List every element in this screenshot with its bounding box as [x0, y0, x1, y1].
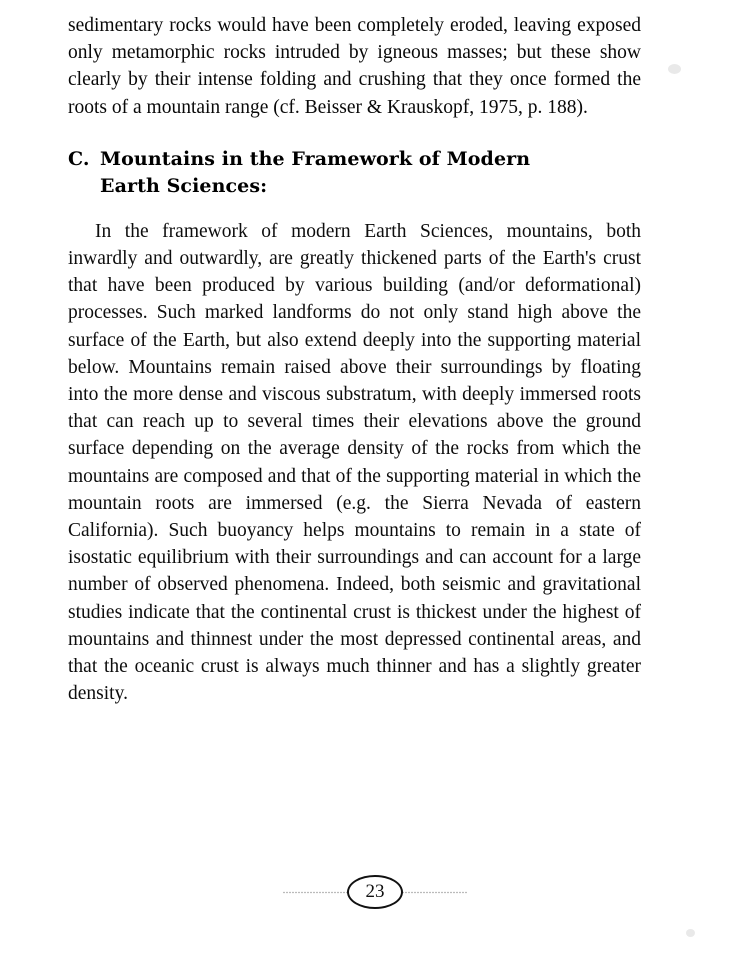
- section-heading-marker: C.: [68, 147, 90, 170]
- text-column: [68, 12, 641, 707]
- paragraph-opening: sedimentary rocks would have been completely eroded, leaving exposed only metamorphic rocks intruded by igneous masses; but these show clearly by their intense folding and crushing that they once formed the roots of a mountain range (cf. Beisser & Krauskopf, 1975, p. 188).: [68, 15, 641, 118]
- page-number-ornament: [235, 872, 515, 912]
- page-number: 23: [365, 881, 385, 902]
- spacer: [68, 200, 641, 218]
- page-number-oval: [347, 875, 403, 909]
- scan-artifact-speckle: [668, 64, 681, 74]
- section-heading-line-2: Earth Sciences:: [100, 174, 268, 197]
- scan-artifact-speckle: [686, 929, 695, 937]
- spacer: [68, 121, 641, 146]
- section-heading-line-1: Mountains in the Framework of Modern: [100, 147, 531, 170]
- page-footer: [0, 872, 750, 912]
- section-heading: [68, 146, 641, 200]
- paragraph-body: In the framework of modern Earth Sciences, mountains, both inwardly and outwardly, are greatly thickened parts of the Earth's crust that have been produced by various building (and/or deformational) processes. Such marked landforms do not only stand high above the surface of the Earth, but also extend deeply into the supporting material below. Mountains remain raised above their surroundings by floating into the more dense and viscous substratum, with deeply immersed roots that can reach up to several times their elevations above the ground surface depending on the average density of the rocks from which the mountains are composed and that of the supporting material in which the mountain roots are immersed (e.g. the Sierra Nevada of eastern California). Such buoyancy helps mountains to remain in a state of isostatic equilibrium with their surroundings and can account for a large number of observed phenomena. Indeed, both seismic and gravitational studies indicate that the continental crust is thickest under the highest of mountains and thinnest under the most depressed continental areas, and that the oceanic crust is always much thinner and has a slightly greater density.: [68, 220, 641, 705]
- ornament-rule-left: [283, 891, 351, 894]
- ornament-rule-right: [399, 891, 467, 894]
